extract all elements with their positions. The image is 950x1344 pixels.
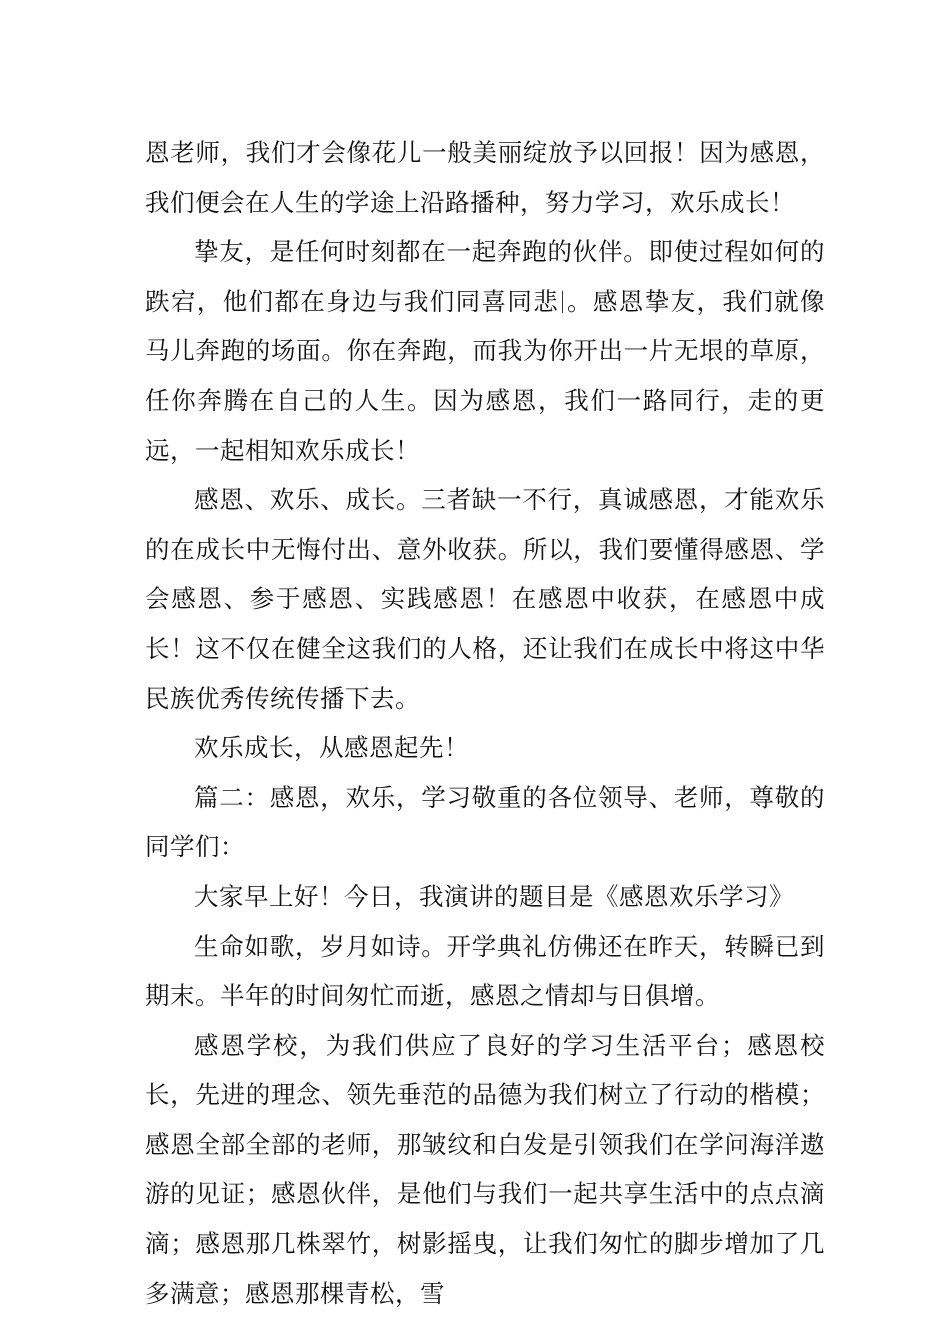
- paragraph-4-text: 欢乐成长，从感恩起先！: [194, 733, 469, 763]
- paragraph-8-text: 感恩学校，为我们供应了良好的学习生活平台；感恩校长，先进的理念、领先垂范的品德为我们树立了行动的楷模；感恩全部全部的老师，那皱纹和白发是引领我们在学问海洋遨游的见证；感恩伙伴，是他们与我们一起共享生活中的点点滴滴；感恩那几株翠竹，树影摇曳，让我们匆忙的脚步增加了几多满意；感恩那棵青松，雪: [145, 1030, 825, 1308]
- paragraph-3: [145, 475, 825, 723]
- paragraph-7-text: 生命如歌，岁月如诗。开学典礼仿佛还在昨天，转瞬已到期末。半年的时间匆忙而逝，感恩之情却与日俱增。: [145, 931, 825, 1011]
- text-cursor: [562, 291, 563, 313]
- paragraph-1: [145, 128, 825, 227]
- paragraph-6-text: 大家早上好！今日，我演讲的题目是《感恩欢乐学习》: [194, 881, 794, 911]
- paragraph-7: [145, 922, 825, 1021]
- paragraph-2-text-end: 。感恩挚友，我们就像马儿奔跑的场面。你在奔跑，而我为你开出一片无垠的草原，任你奔腾在自己的人生。因为感恩，我们一路同行，走的更远，一起相知欢乐成长！: [145, 286, 826, 465]
- paragraph-8: [145, 1021, 825, 1319]
- paragraph-6: [145, 872, 825, 922]
- paragraph-3-text: 感恩、欢乐、成长。三者缺一不行，真诚感恩，才能欢乐的在成长中无悔付出、意外收获。所以，我们要懂得感恩、学会感恩、参于感恩、实践感恩！在感恩中收获，在感恩中成长！这不仅在健全这我们的人格，还让我们在成长中将这中华民族优秀传统传播下去。: [145, 485, 825, 713]
- paragraph-5-text: 篇二：感恩，欢乐，学习敬重的各位领导、老师，尊敬的同学们：: [145, 782, 825, 862]
- paragraph-2: [145, 227, 825, 475]
- paragraph-2-text-start: 挚友，是任何时刻都在一起奔跑的伙伴。即使过程如何的跌宕，他们都在身边与我们同喜同悲: [145, 237, 825, 316]
- paragraph-5: [145, 773, 825, 872]
- paragraph-1-text: 恩老师，我们才会像花儿一般美丽绽放予以回报！因为感恩，我们便会在人生的学途上沿路播种，努力学习，欢乐成长！: [145, 138, 825, 217]
- document-body: [145, 128, 825, 1318]
- paragraph-4: [145, 723, 825, 773]
